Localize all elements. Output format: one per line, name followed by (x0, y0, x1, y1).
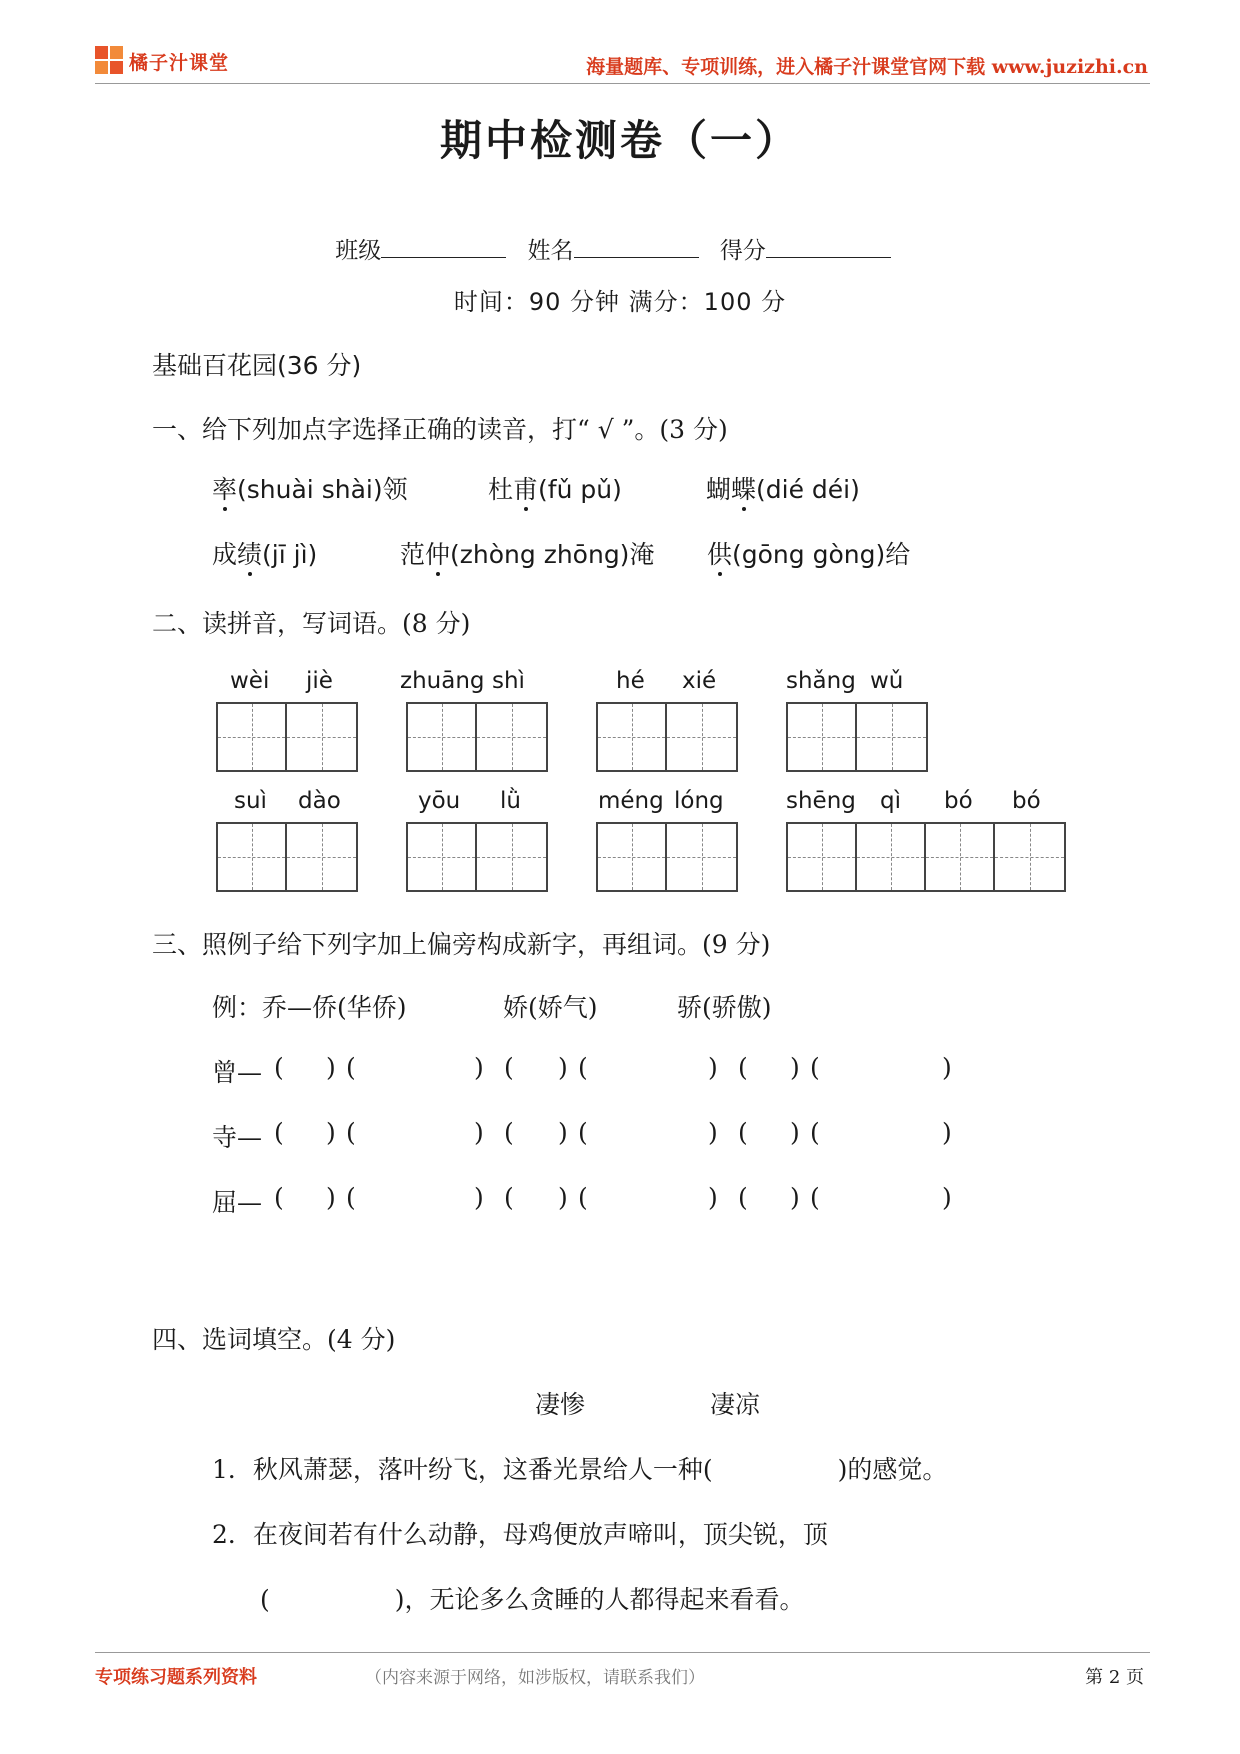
name-blank (574, 234, 699, 258)
class-label: 班级 (335, 238, 382, 264)
q4-item-continued: ( )，无论多么贪睡的人都得起来看看。 (260, 1585, 805, 1614)
q3-example: 骄(骄傲) (677, 993, 772, 1022)
q3-heading: 三、照例子给下列字加上偏旁构成新字，再组词。(9 分) (152, 930, 771, 959)
score-label: 得分 (719, 238, 766, 264)
q2-heading: 二、读拼音，写词语。(8 分) (152, 609, 471, 638)
q3-row: 寺— ( ) ( ) ( ) ( ) ( ) ( ) (212, 1118, 952, 1152)
q1-item: 率(shuài shài)领 (212, 470, 408, 506)
header-slogan: 海量题库、专项训练，进入橘子汁课堂官网下载 www.juzizhi.cn (586, 56, 1148, 78)
q4-option: 凄凉 (710, 1390, 761, 1419)
writing-grid[interactable] (596, 702, 738, 772)
time-info: 时间：90 分钟 满分：100 分 (453, 288, 787, 316)
page-header (95, 40, 1150, 84)
class-blank (381, 234, 506, 258)
q3-example: 娇(娇气) (503, 993, 598, 1022)
q4-item: 1．秋风萧瑟，落叶纷飞，这番光景给人一种( )的感觉。 (212, 1455, 948, 1484)
writing-grid[interactable] (786, 702, 928, 772)
logo-icon (95, 46, 125, 76)
footer-disclaimer: （内容来源于网络，如涉版权，请联系我们） (365, 1668, 705, 1688)
section-heading: 基础百花园(36 分) (152, 351, 362, 380)
student-info (0, 232, 1240, 265)
q4-heading: 四、选词填空。(4 分) (152, 1325, 396, 1354)
q1-item: 范仲(zhòng zhōng)淹 (400, 535, 654, 571)
q1-heading: 一、给下列加点字选择正确的读音，打“ √ ”。(3 分) (152, 415, 728, 444)
writing-grid[interactable] (216, 702, 358, 772)
page-title: 期中检测卷（一） (439, 116, 800, 165)
q4-option: 凄惨 (535, 1390, 586, 1419)
writing-grid[interactable] (786, 822, 1066, 892)
writing-grid[interactable] (216, 822, 358, 892)
q4-item: 2．在夜间若有什么动静，母鸡便放声啼叫，顶尖锐，顶 (212, 1520, 828, 1549)
logo (95, 44, 229, 78)
q1-item: 杜甫(fǔ pǔ) (488, 470, 622, 506)
writing-grid[interactable] (406, 822, 548, 892)
page-footer (95, 1652, 1150, 1692)
q1-item: 蝴蝶(dié déi) (706, 470, 860, 506)
q3-row: 屈— ( ) ( ) ( ) ( ) ( ) ( ) (212, 1183, 952, 1217)
score-blank (766, 234, 891, 258)
name-label: 姓名 (527, 238, 574, 264)
page-number: 第 2 页 (1085, 1667, 1144, 1688)
writing-grid[interactable] (596, 822, 738, 892)
q1-item: 供(gōng gòng)给 (707, 535, 910, 571)
logo-text: 橘子汁课堂 (129, 51, 230, 74)
writing-grid[interactable] (406, 702, 548, 772)
q3-example: 例：乔—侨(华侨) (212, 993, 407, 1022)
q3-row: 曾— ( ) ( ) ( ) ( ) ( ) ( ) (212, 1053, 952, 1087)
q1-item: 成绩(jī jì) (212, 535, 317, 571)
footer-series: 专项练习题系列资料 (95, 1667, 257, 1688)
